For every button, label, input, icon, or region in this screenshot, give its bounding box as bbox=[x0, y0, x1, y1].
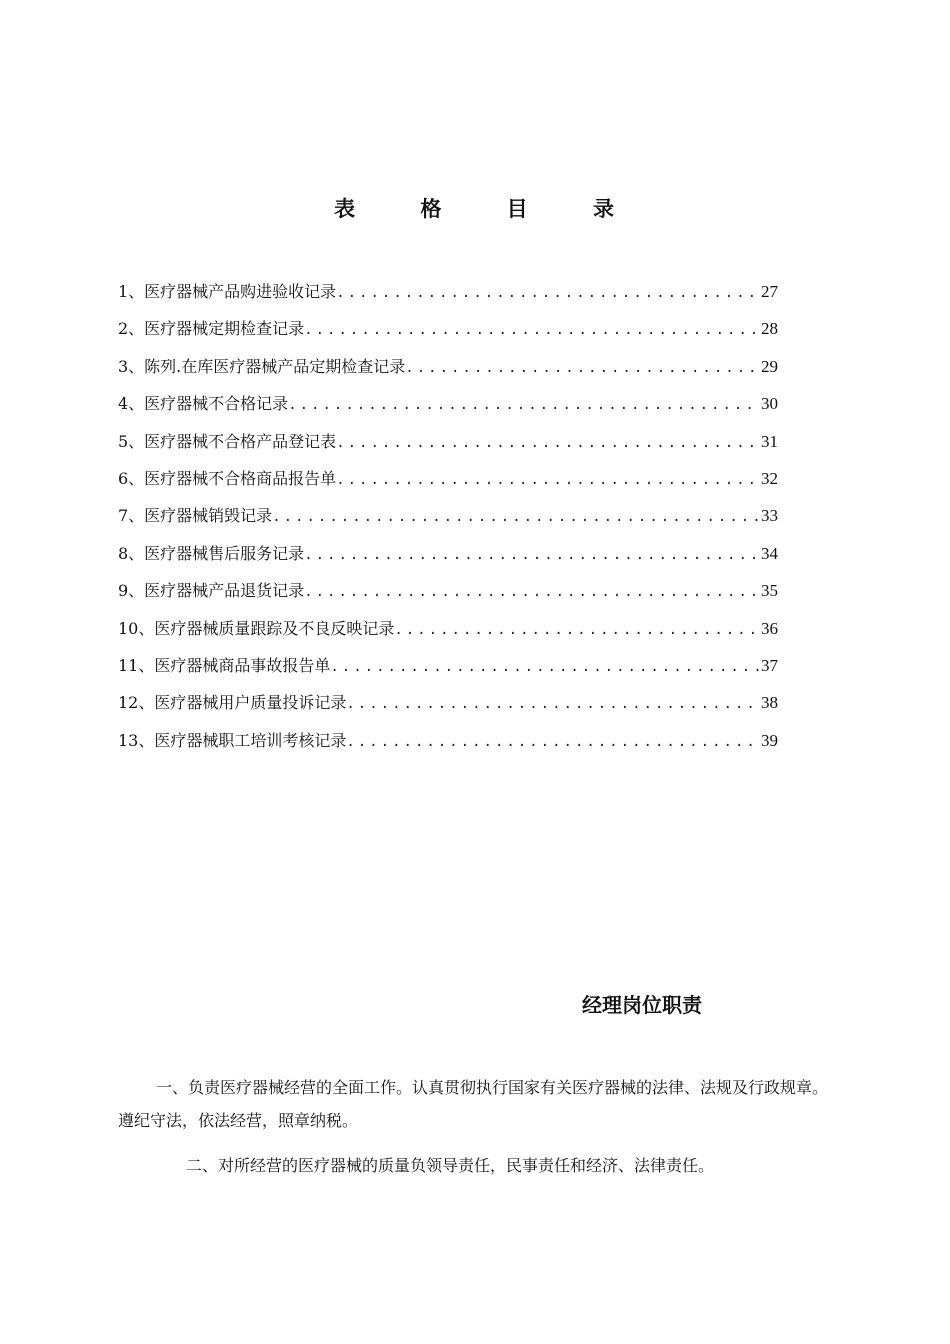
toc-entry-title: 13、医疗器械职工培训考核记录 bbox=[118, 730, 347, 750]
toc-leader-dots bbox=[330, 655, 759, 679]
toc-entry[interactable] bbox=[118, 392, 778, 429]
toc-title-char: 表 bbox=[334, 197, 358, 221]
toc-entry[interactable] bbox=[118, 430, 778, 467]
toc-entry[interactable] bbox=[118, 617, 778, 654]
toc-entry-page: 34 bbox=[761, 543, 778, 563]
toc-leader-dots bbox=[336, 281, 759, 305]
toc-title-char: 录 bbox=[592, 197, 616, 221]
toc-entry[interactable] bbox=[118, 579, 778, 616]
toc-entry[interactable] bbox=[118, 467, 778, 504]
toc-entry-page: 35 bbox=[761, 581, 778, 601]
toc-entry-page: 27 bbox=[761, 282, 778, 301]
toc-entry[interactable] bbox=[118, 691, 778, 728]
toc-title-char: 目 bbox=[506, 197, 530, 221]
toc-entry-page: 36 bbox=[761, 618, 778, 638]
toc-title-char: 格 bbox=[420, 197, 444, 221]
paragraph: 一、负责医疗器械经营的全面工作。认真贯彻执行国家有关医疗器械的法律、法规及行政规章。遵纪守法，依法经营，照章纳税。 bbox=[118, 1078, 829, 1130]
toc-entry-page: 37 bbox=[761, 655, 778, 675]
toc-leader-dots bbox=[304, 318, 759, 342]
section-title: 经理岗位职责 bbox=[582, 993, 702, 1017]
paragraph: 二、对所经营的医疗器械的质量负领导责任，民事责任和经济、法律责任。 bbox=[186, 1156, 715, 1175]
toc-entry[interactable] bbox=[118, 654, 778, 691]
toc-leader-dots bbox=[346, 730, 759, 754]
toc-entry[interactable] bbox=[118, 729, 778, 766]
toc-entry-title: 12、医疗器械用户质量投诉记录 bbox=[118, 693, 347, 713]
toc-entry-title: 5、医疗器械不合格产品登记表 bbox=[118, 431, 337, 451]
toc-leader-dots bbox=[336, 468, 759, 492]
toc-leader-dots bbox=[405, 356, 759, 380]
toc-title bbox=[0, 194, 950, 224]
toc-leader-dots bbox=[394, 618, 759, 642]
toc-entry-page: 30 bbox=[761, 394, 778, 414]
toc-entry-page: 28 bbox=[761, 319, 778, 339]
toc-leader-dots bbox=[288, 393, 759, 417]
toc-entry-title: 3、陈列.在库医疗器械产品定期检查记录 bbox=[118, 356, 406, 376]
toc-entry-title: 11、医疗器械商品事故报告单 bbox=[118, 655, 331, 675]
toc-entry[interactable] bbox=[118, 280, 778, 317]
toc-entry[interactable] bbox=[118, 542, 778, 579]
toc-list bbox=[118, 280, 778, 766]
toc-leader-dots bbox=[346, 692, 759, 716]
toc-entry-title: 2、医疗器械定期检查记录 bbox=[118, 319, 305, 339]
toc-leader-dots bbox=[304, 580, 759, 604]
toc-entry-page: 31 bbox=[761, 431, 778, 451]
toc-entry-title: 7、医疗器械销毁记录 bbox=[118, 506, 273, 526]
toc-leader-dots bbox=[304, 543, 759, 567]
toc-entry-title: 1、医疗器械产品购进验收记录 bbox=[118, 282, 337, 301]
toc-entry-page: 38 bbox=[761, 693, 778, 713]
toc-entry-page: 29 bbox=[761, 356, 778, 376]
toc-entry[interactable] bbox=[118, 504, 778, 541]
toc-entry-title: 8、医疗器械售后服务记录 bbox=[118, 543, 305, 563]
toc-entry-title: 10、医疗器械质量跟踪及不良反映记录 bbox=[118, 618, 395, 638]
toc-entry-title: 9、医疗器械产品退货记录 bbox=[118, 581, 305, 601]
toc-entry-title: 4、医疗器械不合格记录 bbox=[118, 394, 289, 414]
toc-entry-page: 32 bbox=[761, 468, 778, 488]
toc-leader-dots bbox=[272, 505, 759, 529]
toc-entry[interactable] bbox=[118, 317, 778, 354]
toc-entry-title: 6、医疗器械不合格商品报告单 bbox=[118, 468, 337, 488]
toc-entry-page: 39 bbox=[761, 730, 778, 750]
toc-entry-page: 33 bbox=[761, 506, 778, 526]
toc-leader-dots bbox=[336, 431, 759, 455]
toc-entry[interactable] bbox=[118, 355, 778, 392]
